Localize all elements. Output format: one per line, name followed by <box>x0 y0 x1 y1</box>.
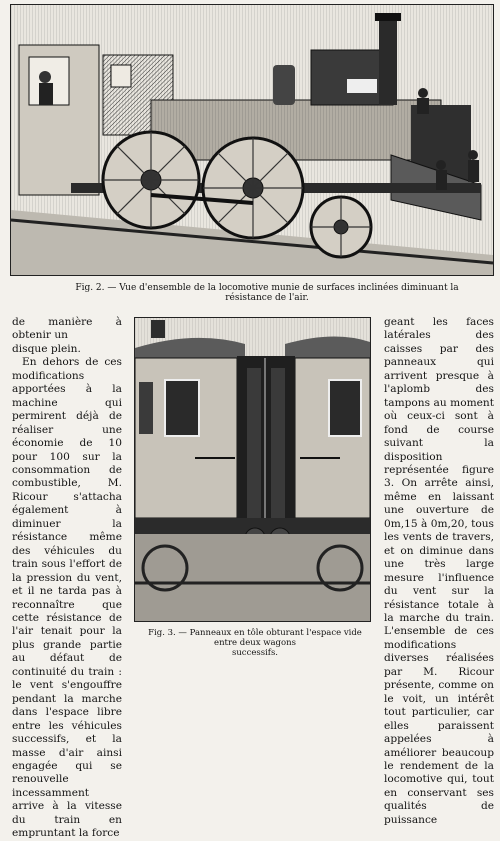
body-text-line: de manière à obtenir un <box>12 316 122 342</box>
figure-3-caption-line: Fig. 3. — Panneaux en tôle obturant l'espace vide entre deux wagons <box>148 628 362 648</box>
body-paragraph: geant les faces latérales des caisses par des panneaux qui arrivent presque à l'aplomb des tampons au moment où ceux-ci sont à fond de course suivant la disposition représentée figure 3. On arrête ainsi, même en laissant une ouverture de 0m,15 à 0m,20, tous les vents de travers, et on diminue dans une très large mesure l'influence du vent sur la résistance totale à la marche du train. L'ensemble de ces modifications diverses réalisées par M. Ricour présente, comme on le voit, un intérêt tout particulier, car elles paraissent appelées à améliorer beaucoup le rendement de la locomotive qui, tout en conservant ses qualités de puissance <box>384 316 494 826</box>
wagon-panels-illustration <box>134 317 371 622</box>
text-column-left <box>12 316 122 841</box>
figure-2-caption: Fig. 2. — Vue d'ensemble de la locomotive munie de surfaces inclinées diminuant la résistance de l'air. <box>75 283 459 303</box>
body-paragraph: En dehors de ces modifications apportées à la machine qui permirent déjà de réaliser une économie de 10 pour 100 sur la consommation de combustible, M. Ricour s'attacha également à diminuer la résistance même des véhicules du train sous l'effort de la pression du vent, et il ne tarda pas à reconnaître que cette résistance de l'air tenait pour la plus grande partie au défaut de continuité du train : le vent s'engouffre pendant la marche dans l'espace libre entre les véhicules successifs, et la masse d'air ainsi engagée qui se renouvelle incessamment arrive à la vitesse du train en empruntant la force <box>12 356 122 840</box>
locomotive-illustration <box>10 4 494 276</box>
figure-3-caption-line: successifs. <box>231 648 279 658</box>
text-column-right <box>384 316 494 827</box>
figure-3-caption <box>140 628 370 658</box>
body-text-line: disque plein. <box>12 342 81 355</box>
